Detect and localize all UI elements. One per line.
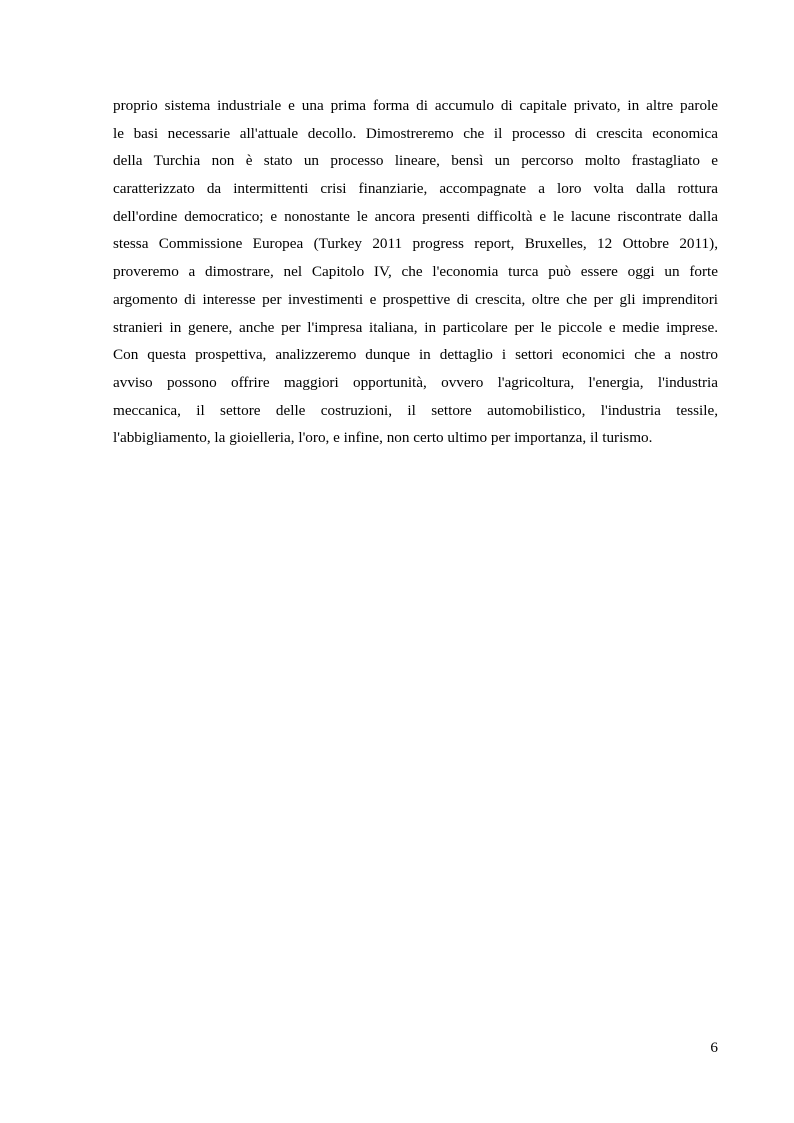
- paragraph-line-13: l'abbigliamento, la gioielleria, l'oro, e infine, non certo ultimo per importanza, il turismo.: [113, 429, 653, 447]
- paragraph-line-10: Con questa prospettiva, analizzeremo dunque in dettaglio i settori economici che a nostro: [113, 346, 718, 364]
- paragraph-line-12: meccanica, il settore delle costruzioni, il settore automobilistico, l'industria tessile,: [113, 401, 718, 419]
- paragraph-line-8: argomento di interesse per investimenti e prospettive di crescita, oltre che per gli imprenditori: [113, 290, 718, 308]
- paragraph-line-7: proveremo a dimostrare, nel Capitolo IV, che l'economia turca può essere oggi un forte: [113, 263, 718, 281]
- paragraph-line-3: della Turchia non è stato un processo lineare, bensì un percorso molto frastagliato e: [113, 152, 718, 170]
- body-paragraph: [113, 92, 718, 452]
- paragraph-line-4: caratterizzato da intermittenti crisi finanziarie, accompagnate a loro volta dalla rottura: [113, 180, 718, 198]
- paragraph-line-9: stranieri in genere, anche per l'impresa italiana, in particolare per le piccole e medie imprese.: [113, 318, 718, 336]
- paragraph-line-5: dell'ordine democratico; e nonostante le ancora presenti difficoltà e le lacune riscontrate dalla: [113, 207, 718, 225]
- paragraph-line-6: stessa Commissione Europea (Turkey 2011 progress report, Bruxelles, 12 Ottobre 2011),: [113, 235, 718, 253]
- paragraph-line-1: proprio sistema industriale e una prima forma di accumulo di capitale privato, in altre parole: [113, 97, 718, 114]
- paragraph-line-2: le basi necessarie all'attuale decollo. Dimostreremo che il processo di crescita economica: [113, 124, 718, 142]
- paragraph-line-11: avviso possono offrire maggiori opportunità, ovvero l'agricoltura, l'energia, l'industria: [113, 373, 718, 391]
- page-number: 6: [710, 1039, 718, 1056]
